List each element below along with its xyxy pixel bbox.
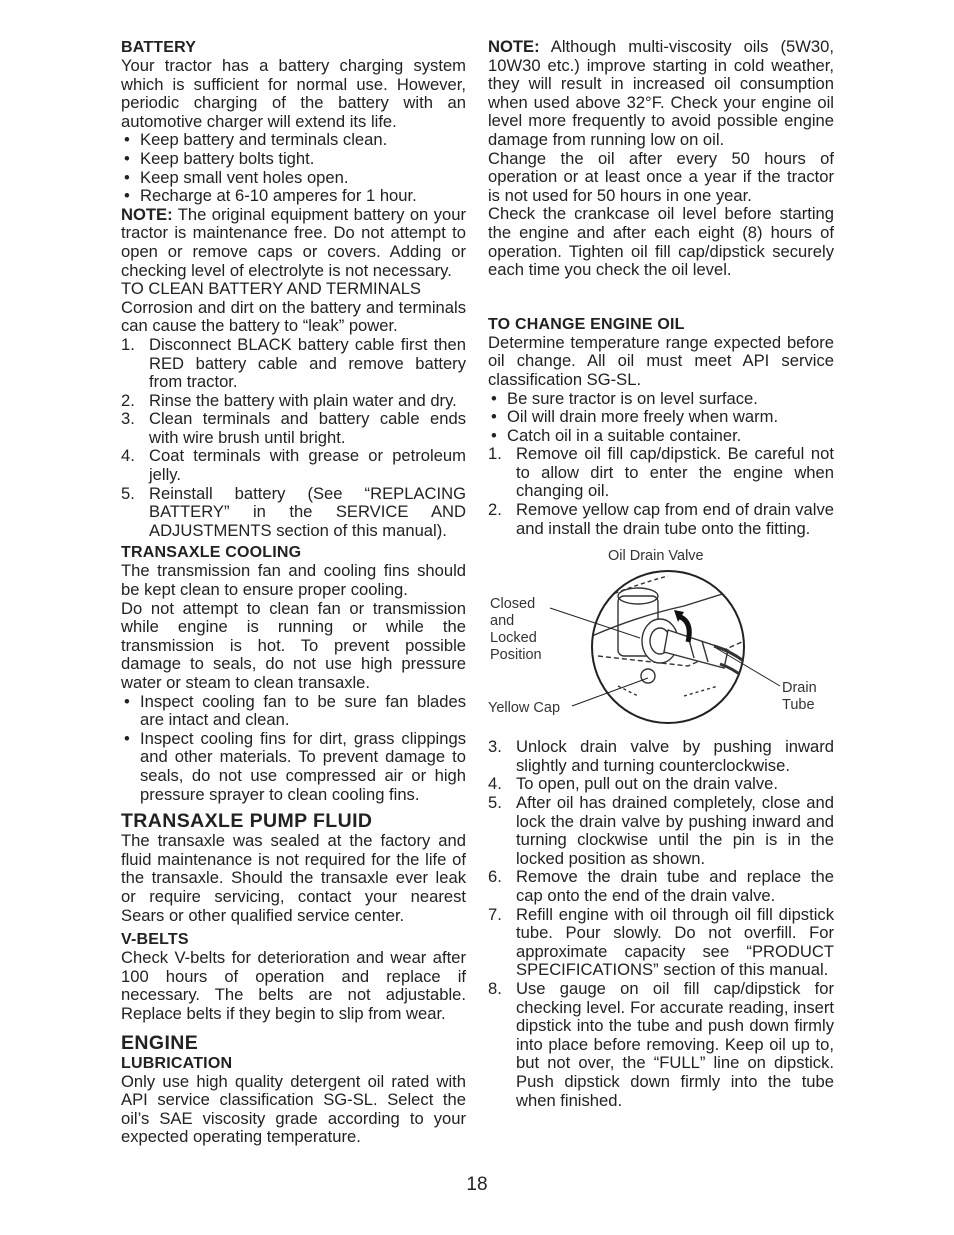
- note-text: The original equipment battery on your tractor is maintenance free. Do not attempt to open or remove caps or covers. Adding or checking level of electrolyte is not necessary.: [121, 204, 466, 280]
- step-text: Rinse the battery with plain water and dry.: [149, 390, 457, 410]
- step-text: Remove oil fill cap/dipstick. Be careful not to allow dirt to enter the engine when changing oil.: [516, 444, 834, 501]
- step-text: Disconnect BLACK battery cable first then RED battery cable and remove battery from tractor.: [149, 334, 466, 392]
- cooling-paragraph-1: The transmission fan and cooling fins should be kept clean to ensure proper cooling.: [121, 561, 466, 600]
- list-item: [488, 501, 834, 538]
- list-item: • Keep small vent holes open.: [121, 169, 466, 188]
- clean-intro: Corrosion and dirt on the battery and terminals can cause the battery to “leak” power.: [121, 297, 466, 336]
- figure-title: Oil Drain Valve: [608, 548, 704, 565]
- list-item: [488, 906, 834, 980]
- change-intro: Determine temperature range expected before oil change. All oil must meet API service classification SG-SL.: [488, 332, 834, 389]
- drain-valve-illustration: [488, 546, 834, 726]
- clean-heading: TO CLEAN BATTERY AND TERMINALS: [121, 279, 421, 299]
- cooling-bullet-list: [121, 693, 466, 805]
- note-label: NOTE:: [121, 204, 173, 224]
- step-text: Clean terminals and battery cable ends with wire brush until bright.: [149, 409, 466, 447]
- vbelts-heading: V-BELTS: [121, 931, 189, 949]
- oil-drain-valve-figure: [488, 546, 834, 726]
- list-item: [488, 980, 834, 1110]
- step-number: 7.: [488, 904, 502, 924]
- step-number: 1.: [121, 334, 135, 354]
- list-item: [121, 336, 466, 392]
- list-item: • Recharge at 6-10 amperes for 1 hour.: [121, 187, 466, 206]
- step-number: 8.: [488, 978, 502, 998]
- step-text: Unlock drain valve by pushing inward slightly and turning counterclockwise.: [516, 737, 834, 775]
- step-text: To open, pull out on the drain valve.: [516, 774, 778, 794]
- engine-heading: ENGINE: [121, 1031, 199, 1054]
- step-text: Coat terminals with grease or petroleum jelly.: [149, 446, 466, 485]
- list-item: • Keep battery bolts tight.: [121, 150, 466, 169]
- closed-position-label: Closed and Locked Position: [490, 596, 542, 664]
- list-item: [488, 775, 834, 794]
- page-number: 18: [466, 1174, 488, 1195]
- list-item: [121, 485, 466, 541]
- list-item: [488, 445, 834, 501]
- change-steps-list-b: [488, 738, 834, 1110]
- list-item: [488, 738, 834, 775]
- battery-note: [121, 206, 466, 280]
- list-item: • Oil will drain more freely when warm.: [488, 408, 834, 427]
- battery-bullet-list: [121, 131, 466, 205]
- cooling-paragraph-2: Do not attempt to clean fan or transmission while engine is running or while the transmission is hot. To prevent possible damage to seals, do not use high pressure water or steam to clean transaxle.: [121, 598, 466, 692]
- step-number: 2.: [488, 500, 502, 520]
- list-item: [121, 392, 466, 411]
- lubrication-heading: LUBRICATION: [121, 1054, 233, 1072]
- transaxle-pump-heading: TRANSAXLE PUMP FLUID: [121, 810, 373, 833]
- step-text: Remove yellow cap from end of drain valve and install the drain tube onto the fitting.: [516, 500, 834, 538]
- step-text: Remove the drain tube and replace the cap onto the end of the drain valve.: [516, 867, 834, 905]
- clean-steps-list: [121, 336, 466, 541]
- step-number: 3.: [121, 409, 135, 429]
- pump-paragraph: The transaxle was sealed at the factory and fluid maintenance is not required for the life of the transaxle. Should the transaxle ever leak or require servicing, contact your nearest Sears or other qualified service center.: [121, 831, 466, 925]
- step-number: 2.: [121, 390, 135, 410]
- step-text: After oil has drained completely, close and lock the drain valve by pushing inward and turning clockwise until the pin is in the locked position as shown.: [516, 793, 834, 868]
- list-item: • Keep battery and terminals clean.: [121, 131, 466, 150]
- note-text: Although multi-viscosity oils (5W30, 10W30 etc.) improve starting in cold weather, they will result in increased oil consumption when used above 32°F. Check your engine oil level more frequently to avoid possible engine damage from running low on oil.: [488, 37, 834, 149]
- list-item: • Inspect cooling fan to be sure fan blades are intact and clean.: [121, 693, 466, 730]
- change-interval-paragraph: Change the oil after every 50 hours of operation or at least once a year if the tractor is not used for 50 hours in one year.: [488, 148, 834, 205]
- battery-heading: BATTERY: [121, 39, 197, 56]
- list-item: • Inspect cooling fins for dirt, grass clippings and other materials. To prevent damage to seals, do not use compressed air or high pressure sprayer to clean cooling fins.: [121, 730, 466, 804]
- lubrication-paragraph: Only use high quality detergent oil rated with API service classification SG-SL. Select the oil’s SAE viscosity grade according to your expected operating temperature.: [121, 1071, 466, 1147]
- change-engine-oil-heading: TO CHANGE ENGINE OIL: [488, 315, 685, 333]
- list-item: [488, 794, 834, 868]
- drain-tube-label: Drain Tube: [782, 680, 817, 714]
- step-number: 4.: [121, 446, 135, 466]
- list-item: • Be sure tractor is on level surface.: [488, 390, 834, 409]
- check-level-paragraph: Check the crankcase oil level before starting the engine and after each eight (8) hours of operation. Tighten oil fill cap/dipstick securely each time you check the oil level.: [488, 204, 834, 280]
- step-text: Use gauge on oil fill cap/dipstick for checking level. For accurate reading, insert dipstick into the tube and push down firmly into place before removing. Keep oil up to, but not over, the “FULL” line on dipstick. Push dipstick down firmly into the tube when finished.: [516, 978, 834, 1110]
- list-item: • Catch oil in a suitable container.: [488, 427, 834, 446]
- note-label: NOTE:: [488, 37, 540, 56]
- yellow-cap-label: Yellow Cap: [488, 700, 561, 717]
- right-column: [488, 38, 834, 1110]
- step-text: Reinstall battery (See “REPLACING BATTERY” in the SERVICE AND ADJUSTMENTS section of this manual).: [149, 483, 466, 540]
- step-number: 6.: [488, 867, 502, 887]
- oil-note: [488, 38, 834, 150]
- vbelts-paragraph: Check V-belts for deterioration and wear after 100 hours of operation and replace if necessary. The belts are not adjustable. Replace belts if they begin to slip from wear.: [121, 948, 466, 1023]
- step-number: 4.: [488, 774, 502, 794]
- step-number: 5.: [121, 483, 135, 503]
- list-item: [488, 868, 834, 905]
- step-number: 3.: [488, 737, 502, 757]
- change-bullet-list: [488, 390, 834, 446]
- list-item: [121, 410, 466, 447]
- step-number: 5.: [488, 793, 502, 813]
- battery-intro: Your tractor has a battery charging system which is sufficient for normal use. However, periodic charging of the battery with an automotive charger will extend its life.: [121, 56, 466, 131]
- left-column: [121, 38, 466, 1147]
- change-steps-list-a: [488, 445, 834, 538]
- step-text: Refill engine with oil through oil fill dipstick tube. Pour slowly. Do not overfill. For approximate capacity see “PRODUCT SPECIFICATIONS” section of this manual.: [516, 904, 834, 980]
- transaxle-cooling-heading: TRANSAXLE COOLING: [121, 544, 302, 562]
- list-item: [121, 447, 466, 484]
- step-number: 1.: [488, 444, 502, 464]
